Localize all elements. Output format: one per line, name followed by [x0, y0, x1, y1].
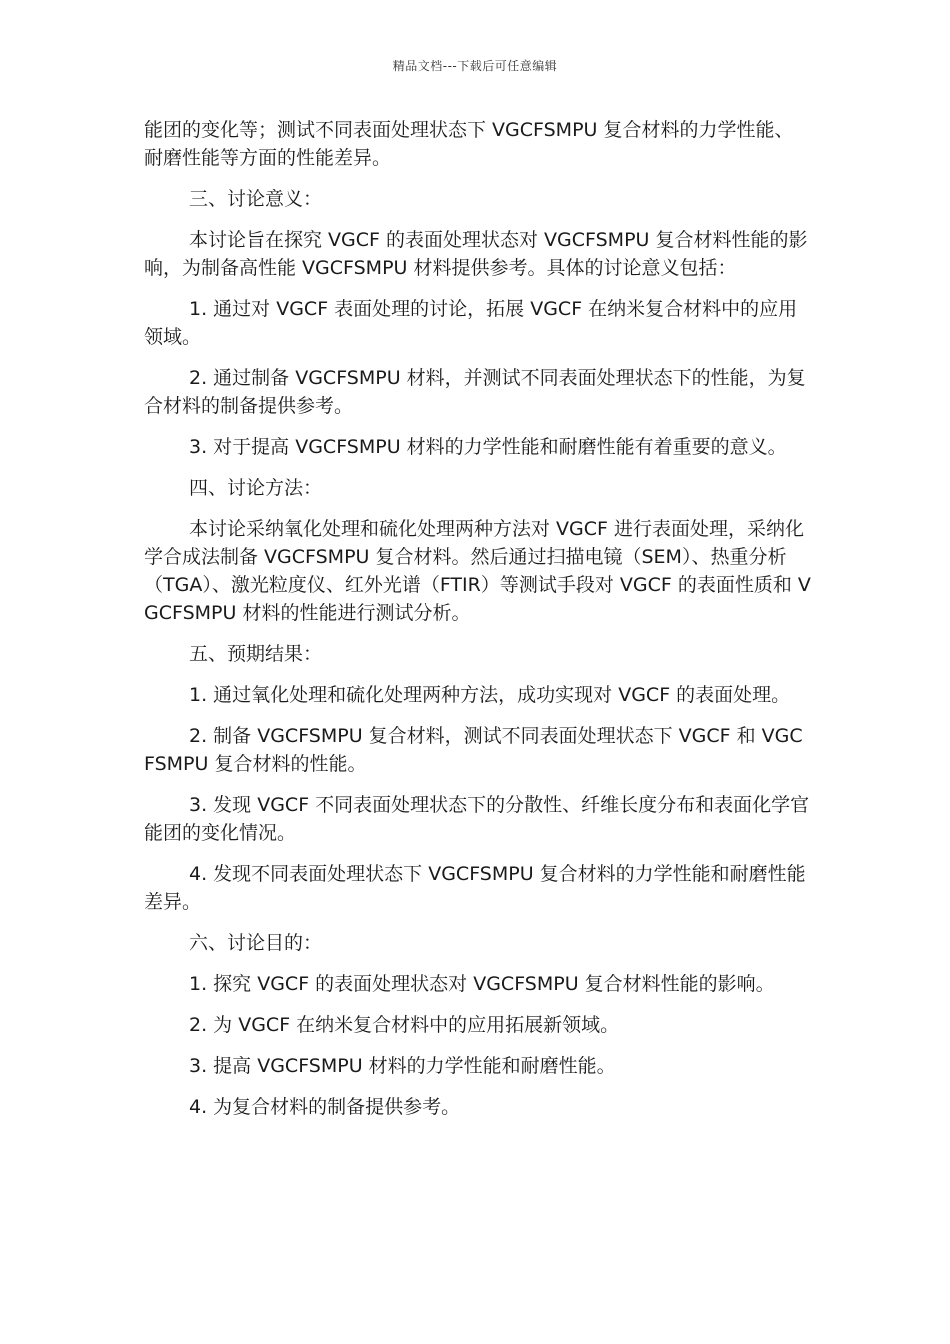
list-item: 1. 探究 VGCF 的表面处理状态对 VGCFSMPU 复合材料性能的影响。	[189, 973, 775, 995]
section-heading-expected-results: 五、预期结果：	[189, 643, 323, 665]
paragraph-significance: 本讨论旨在探究 VGCF 的表面处理状态对 VGCFSMPU 复合材料性能的影响，为制备高性能 VGCFSMPU 材料提供参考。具体的讨论意义包括：	[144, 229, 808, 279]
paragraph-continued: 能团的变化等；测试不同表面处理状态下 VGCFSMPU 复合材料的力学性能、耐磨性能等方面的性能差异。	[144, 119, 794, 169]
list-item: 4. 发现不同表面处理状态下 VGCFSMPU 复合材料的力学性能和耐磨性能差异。	[144, 863, 806, 913]
list-item: 3. 发现 VGCF 不同表面处理状态下的分散性、纤维长度分布和表面化学官能团的变化情况。	[144, 794, 810, 844]
list-item: 2. 为 VGCF 在纳米复合材料中的应用拓展新领域。	[189, 1014, 620, 1036]
list-item: 1. 通过氧化处理和硫化处理两种方法，成功实现对 VGCF 的表面处理。	[189, 684, 791, 706]
list-item: 3. 对于提高 VGCFSMPU 材料的力学性能和耐磨性能有着重要的意义。	[189, 436, 787, 458]
section-heading-significance: 三、讨论意义：	[189, 188, 323, 210]
list-item: 4. 为复合材料的制备提供参考。	[189, 1096, 461, 1118]
paragraph-methods: 本讨论采纳氧化处理和硫化处理两种方法对 VGCF 进行表面处理，采纳化学合成法制备 VGCFSMPU 复合材料。然后通过扫描电镜（SEM）、热重分析（TGA）、激光粒度仪、红外光谱（FTIR）等测试手段对 VGCF 的表面性质和 VGCFSMPU 材料的性能进行测试分析。	[144, 518, 811, 624]
list-item: 3. 提高 VGCFSMPU 材料的力学性能和耐磨性能。	[189, 1055, 616, 1077]
section-heading-methods: 四、讨论方法：	[189, 477, 323, 499]
list-item: 1. 通过对 VGCF 表面处理的讨论，拓展 VGCF 在纳米复合材料中的应用领域。	[144, 298, 798, 348]
page-header: 精品文档---下载后可任意编辑	[392, 59, 558, 73]
document-body	[144, 116, 812, 1134]
section-heading-objectives: 六、讨论目的：	[189, 932, 323, 954]
list-item: 2. 制备 VGCFSMPU 复合材料，测试不同表面处理状态下 VGCF 和 VGCFSMPU 复合材料的性能。	[144, 725, 803, 775]
list-item: 2. 通过制备 VGCFSMPU 材料，并测试不同表面处理状态下的性能，为复合材料的制备提供参考。	[144, 367, 806, 417]
